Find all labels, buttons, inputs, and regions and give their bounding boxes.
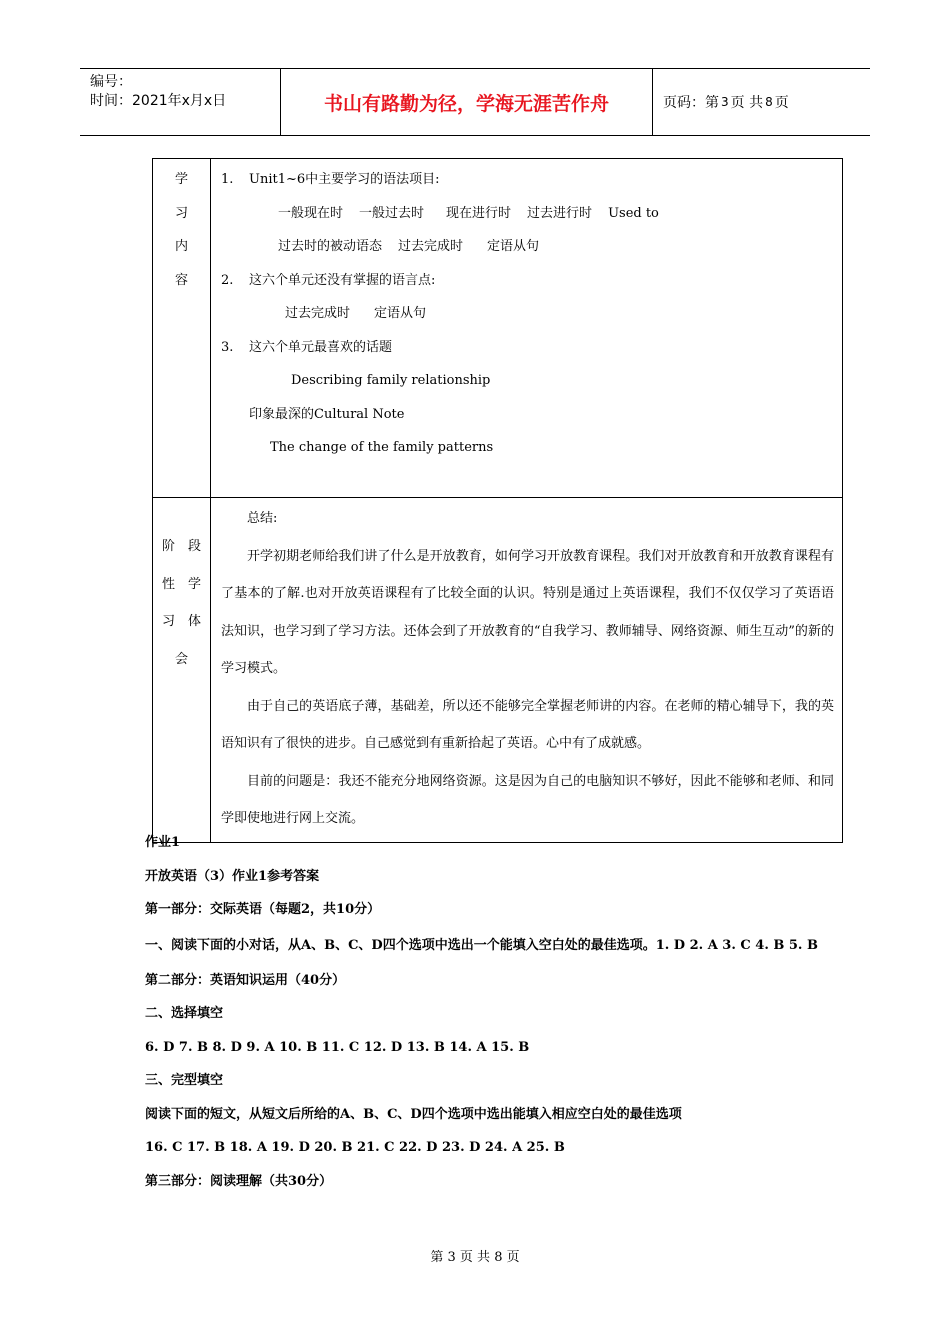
item-3 <box>221 331 842 365</box>
page-label-mid: 页 共 <box>730 95 764 111</box>
grammar-item: 定语从句 <box>487 239 540 254</box>
page-footer: 第 3 页 共 8 页 <box>430 1250 520 1265</box>
section2-title: 二、选择填空 <box>145 1006 224 1021</box>
label-row: 性 学 <box>161 576 201 592</box>
homework-title: 作业1 <box>145 835 181 850</box>
grammar-line-2 <box>221 230 842 264</box>
grammar-item: Used to <box>608 205 659 221</box>
item-2 <box>221 264 842 298</box>
page-label-prefix: 页码：第 <box>663 95 719 111</box>
grammar-item: 过去进行时 <box>527 205 593 221</box>
label-row: 习 体 <box>161 614 201 629</box>
item-1 <box>221 163 842 197</box>
part3-title: 第三部分：阅读理解（共30分） <box>145 1173 333 1189</box>
reflection-label-cell <box>153 498 211 843</box>
cultural-note-label: 印象最深的Cultural Note <box>249 406 405 422</box>
page-current: 3 <box>721 95 729 109</box>
favorite-topic: Describing family relationship <box>291 373 491 388</box>
page-label-suffix: 页 <box>774 95 789 111</box>
item-number: 3. <box>221 339 234 355</box>
grammar-line-1 <box>221 197 842 231</box>
part2-title: 第二部分：英语知识运用（40分） <box>145 972 346 988</box>
cultural-note: The change of the family patterns <box>270 440 494 455</box>
homework-subtitle: 开放英语（3）作业1参考答案 <box>145 868 320 884</box>
item-text: Unit1~6中主要学习的语法项目: <box>249 172 440 187</box>
item-number: 2. <box>221 272 234 288</box>
grammar-item: 过去完成时 <box>398 239 464 254</box>
page-total: 8 <box>765 95 773 109</box>
study-content-cell <box>211 159 843 498</box>
study-table <box>152 158 843 843</box>
doc-date-label: 时间：2021年x月x日 <box>90 93 227 109</box>
label-char: 容 <box>174 272 188 288</box>
reflection-row <box>153 498 843 843</box>
unmastered-item: 定语从句 <box>374 306 427 321</box>
part1-title: 第一部分：交际英语（每题2，共10分） <box>145 902 381 917</box>
unmastered-item: 过去完成时 <box>285 306 351 321</box>
summary-label: 总结: <box>247 511 278 526</box>
header-meta <box>80 69 281 135</box>
grammar-item: 一般现在时 <box>278 205 344 221</box>
section3-answers: 16. C 17. B 18. A 19. D 20. B 21. C 22. D 23. D 24. A 25. B <box>145 1140 565 1155</box>
grammar-item: 一般过去时 <box>359 205 425 221</box>
study-content-row <box>153 159 843 498</box>
item-text: 这六个单元还没有掌握的语言点: <box>249 272 436 288</box>
item-text: 这六个单元最喜欢的话题 <box>249 339 393 355</box>
section3-text: 阅读下面的短文，从短文后所给的A、B、C、D四个选项中选出能填入相应空白处的最佳选项 <box>145 1106 682 1122</box>
reflection-paragraph: 开学初期老师给我们讲了什么是开放教育，如何学习开放教育课程。我们对开放教育和开放教育课程有了基本的了解.也对开放英语课程有了比较全面的认识。特别是通过上英语课程，我们不仅仅学习了英语语法知识，也学习到了学习方法。还体会到了开放教育的“自我学习、教师辅导、网络资源、师生互动”的新的学习模式。 <box>221 548 834 676</box>
reflection-paragraph: 由于自己的英语底子薄，基础差，所以还不能够完全掌握老师讲的内容。在老师的精心辅导下，我的英语知识有了很快的进步。自己感觉到有重新拾起了英语。心中有了成就感。 <box>221 698 834 751</box>
header-page-number <box>653 69 870 135</box>
label-char: 学 <box>174 172 188 187</box>
section2-answers: 6. D 7. B 8. D 9. A 10. B 11. C 12. D 13. B 14. A 15. B <box>145 1039 530 1055</box>
reflection-paragraph: 目前的问题是：我还不能充分地网络资源。这是因为自己的电脑知识不够好，因此不能够和老师、和同学即使地进行网上交流。 <box>221 773 834 826</box>
doc-code-label: 编号： <box>90 74 132 90</box>
homework-answers <box>145 826 825 1198</box>
label-row: 会 <box>174 651 188 667</box>
label-row: 阶 段 <box>161 539 201 554</box>
study-content-label-cell <box>153 159 211 498</box>
label-char: 内 <box>174 239 188 254</box>
header-motto: 书山有路勤为径，学海无涯苦作舟 <box>281 69 653 135</box>
grammar-item: 现在进行时 <box>446 205 512 221</box>
item-number: 1. <box>221 172 234 187</box>
label-char: 习 <box>174 205 188 221</box>
unmastered-line <box>221 297 842 331</box>
section1-text: 一、阅读下面的小对话，从A、B、C、D四个选项中选出一个能填入空白处的最佳选项。1. D 2. A 3. C 4. B 5. B <box>145 937 818 953</box>
page-header <box>80 68 870 136</box>
reflection-content-cell <box>211 498 843 843</box>
section3-title: 三、完型填空 <box>145 1073 224 1088</box>
grammar-item: 过去时的被动语态 <box>278 239 383 254</box>
